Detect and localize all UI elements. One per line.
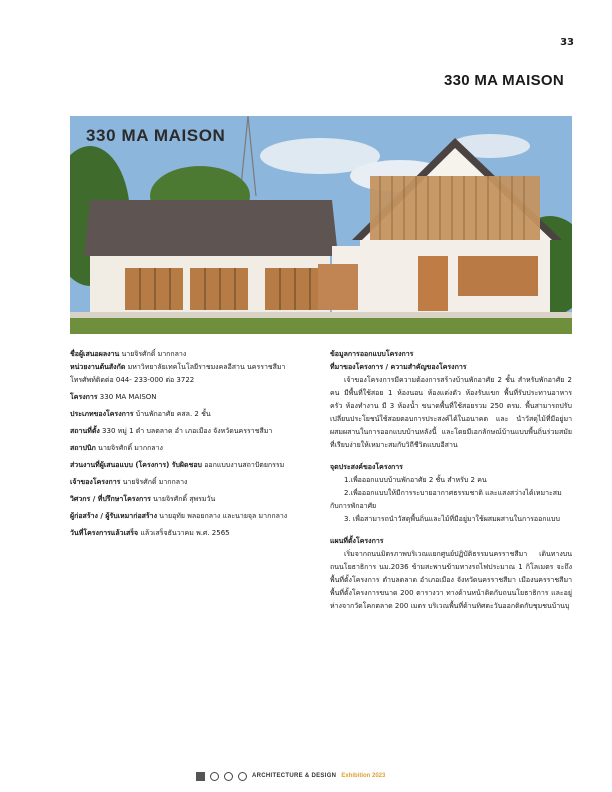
section-heading: ข้อมูลการออกแบบโครงการ	[330, 350, 414, 358]
info-row: ประเภทของโครงการ บ้านพักอาศัย คสล. 2 ชั้น	[70, 410, 211, 418]
background-paragraph: เจ้าของโครงการมีความต้องการสร้างบ้านพักอาศัย 2 ชั้น สำหรับพักอาศัย 2 คน มีพื้นที่ใช้สอย 1 ห้องนอน ห้องแต่งตัว ห้องรับแขก พื้นที่รับประทานอาหาร ครัว ห้องทำงาน มี 3 ห้องน้ำ ขนาดพื้นที่ใช้สอยรวม 250 ตรม. พื้นสามารถปรับเปลี่ยนประโยชน์ใช้สอยตอบการประสงค์ได้ในอนาคต และ นำวัสดุไม้ที่มีอยู่มาผสมผสานในการออกแบบบ้านหลังนี้ และโดยมีเอกลักษณ์บ้านแบบพื้นถิ่นร่วมสมัยที่เรียบง่ายให้เหมาะสมกับวิถีชีวิตแบบอีสาน	[330, 376, 572, 449]
info-row: โครงการ 330 MA MAISON	[70, 393, 157, 401]
info-row: วันที่โครงการแล้วเสร็จ แล้วเสร็จธันวาคม พ.ศ. 2565	[70, 529, 230, 537]
objective-item: 3. เพื่อสามารถนำวัสดุพื้นถิ่นและไม้ที่มีอยู่มาใช้ผสมผสานในการออกแบบ	[344, 515, 560, 523]
info-row: ส่วนงานที่ผู้เสนอแบบ (โครงการ) รับผิดชอบ ออกแบบงานสถาปัตยกรรม	[70, 461, 285, 469]
house-photo	[70, 116, 572, 334]
logo-icon	[210, 772, 219, 781]
page-number: 33	[560, 37, 574, 48]
location-paragraph: เริ่มจากถนนมิตรภาพบริเวณแยกศูนย์ปฏิบัติธรรมนครราชสีมา เดินทางบนถนนโยธาธิการ นม.2036 ข้ามสะพานข้ามทางรถไฟประมาณ 1 กิโลเมตร จะถึงพื้นที่ตั้งโครงการ ตำบลตลาด อำเภอเมือง จังหวัดนครราชสีมา เมืองนครราชสีมา พื้นที่ตั้งโครงการขนาด 200 ตารางวา ทางด้านหน้าติดกับถนนโยธาธิการ และอยู่ห่างจากวัดโคกตลาด 200 เมตร บริเวณพื้นที่ด้านทิศตะวันออกติดกับชุมชนบ้านบุ	[330, 550, 572, 610]
objective-item: 2.เพื่อออกแบบให้มีการระบายอากาศธรรมชาติ และแสงสว่างได้เหมาะสม กับการพักอาศัย	[330, 489, 562, 510]
page-title: 330 MA MAISON	[443, 72, 564, 89]
project-info	[70, 348, 320, 540]
logo-icon	[196, 772, 205, 781]
info-row: หน่วยงานต้นสังกัด มหาวิทยาลัยเทคโนโลยีราชมงคลอีสาน นครราชสีมา	[70, 363, 286, 371]
objective-item: 1.เพื่อออกแบบบ้านพักอาศัย 2 ชั้น สำหรับ 2 คน	[344, 476, 487, 484]
logo-icon	[224, 772, 233, 781]
info-row: สถาปนิก นายจิรศักดิ์ มากกลาง	[70, 444, 163, 452]
info-row: สถานที่ตั้ง 330 หมู่ 1 ตำ บลตลาด อำ เภอเมือง จังหวัดนครราชสีมา	[70, 427, 273, 435]
info-row: โทรศัพท์ติดต่อ 044- 233-000 ต่อ 3722	[70, 376, 195, 384]
logo-icon	[238, 772, 247, 781]
info-row: ผู้ก่อสร้าง / ผู้รับเหมาก่อสร้าง นายอุทัย พลอยกลาง และนายจุล มากกลาง	[70, 512, 288, 520]
info-row: ชื่อผู้เสนอผลงาน นายจิรศักดิ์ มากกลาง	[70, 350, 187, 358]
footer-brand: ARCHITECTURE & DESIGN	[252, 773, 337, 779]
section-heading: จุดประสงค์ของโครงการ	[330, 463, 403, 471]
section-heading: แผนที่ตั้งโครงการ	[330, 537, 384, 545]
info-row: เจ้าของโครงการ นายจิรศักดิ์ มากกลาง	[70, 478, 188, 486]
footer-highlight: Exhibition 2023	[341, 773, 386, 779]
photo-caption: 330 MA MAISON	[86, 126, 226, 145]
footer	[196, 770, 385, 782]
design-info	[330, 348, 572, 613]
info-row: วิศวกร / ที่ปรึกษาโครงการ นายจิรศักดิ์ สุพรมวัน	[70, 495, 216, 503]
section-heading: ที่มาของโครงการ / ความสำคัญของโครงการ	[330, 363, 467, 371]
